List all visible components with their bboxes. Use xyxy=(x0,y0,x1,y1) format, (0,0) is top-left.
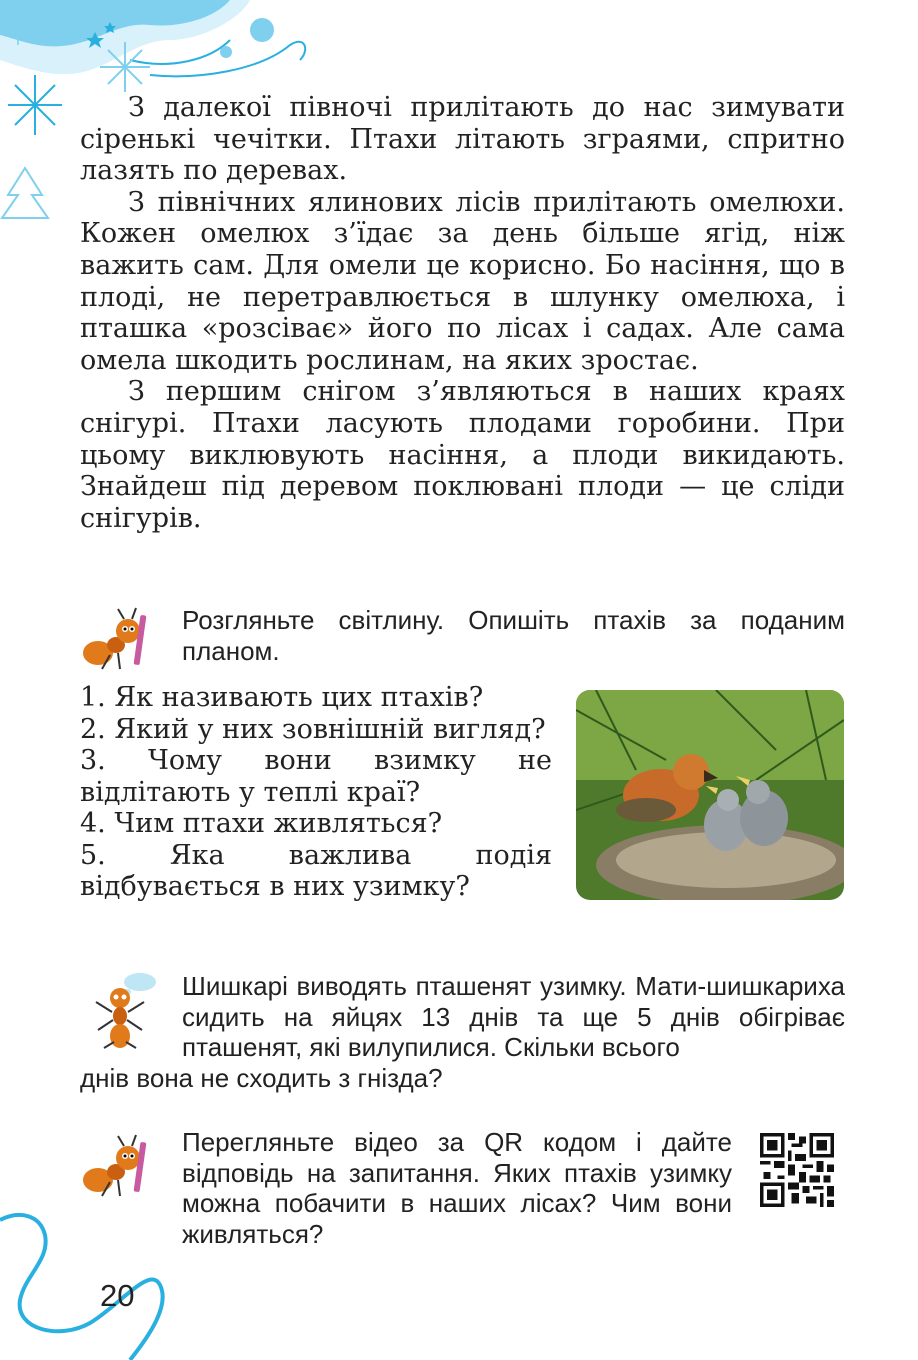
christmas-tree-icon xyxy=(2,168,48,218)
question-list xyxy=(80,682,552,903)
task-text: днів вона не сходить з гнізда? xyxy=(80,1063,443,1093)
ant-with-pencil-icon xyxy=(80,605,150,673)
ant-with-pencil-icon xyxy=(80,1132,150,1200)
question-item: 2. Який у них зовнішній вигляд? xyxy=(80,713,546,745)
task-text: Шишкарі виводять пташенят узимку. Мати-шишкариха сидить на яйцях 13 днів та ще 5 днів обігріває пташенят, які вилупилися. Скільки всього xyxy=(182,971,845,1062)
page-number: 20 xyxy=(100,1278,135,1313)
question-item: 3. Чому вони взимку не відлітають у теплі краї? xyxy=(80,745,552,808)
reading-text xyxy=(80,92,845,534)
bird-nest-photo xyxy=(576,690,844,900)
page-number-swirl xyxy=(0,1205,180,1360)
question-item: 5. Яка важлива подія відбувається в них узимку? xyxy=(80,839,552,902)
qr-code-icon[interactable] xyxy=(760,1133,834,1207)
paragraph: З першим снігом з’являються в наших краях снігурі. Птахи ласують плодами горобини. При цьому виклювують насіння, а плоди викидають. Знайдеш під деревом поклювані плоди — це сліди снігурів. xyxy=(80,376,845,534)
ant-thinking-icon xyxy=(92,972,162,1050)
paragraph: З далекої півночі прилітають до нас зимувати сіренькі чечітки. Птахи літають зграями, спритно лазять по деревах. xyxy=(80,92,845,187)
paragraph: З північних ялинових лісів прилітають омелюхи. Кожен омелюх з’їдає за день більше ягід, ніж важить сам. Для омели це корисно. Бо насіння, що в плоді, не перетравлюється в шлунку омелюха, і пташка «розсіває» його по лісах і садах. Але сама омела шкодить рослинам, на яких зростає. xyxy=(80,186,845,376)
task-text: Перегляньте відео за QR кодом і дайте відповідь на запитання. Яких птахів узимку можна побачити в наших лісах? Чим вони живляться? xyxy=(182,1127,732,1249)
task-text: Розгляньте світлину. Опишіть птахів за поданим планом. xyxy=(182,605,845,666)
snowflake-icon xyxy=(8,75,62,135)
question-item: 4. Чим птахи живляться? xyxy=(80,808,443,839)
question-item: 1. Як називають цих птахів? xyxy=(80,682,484,713)
